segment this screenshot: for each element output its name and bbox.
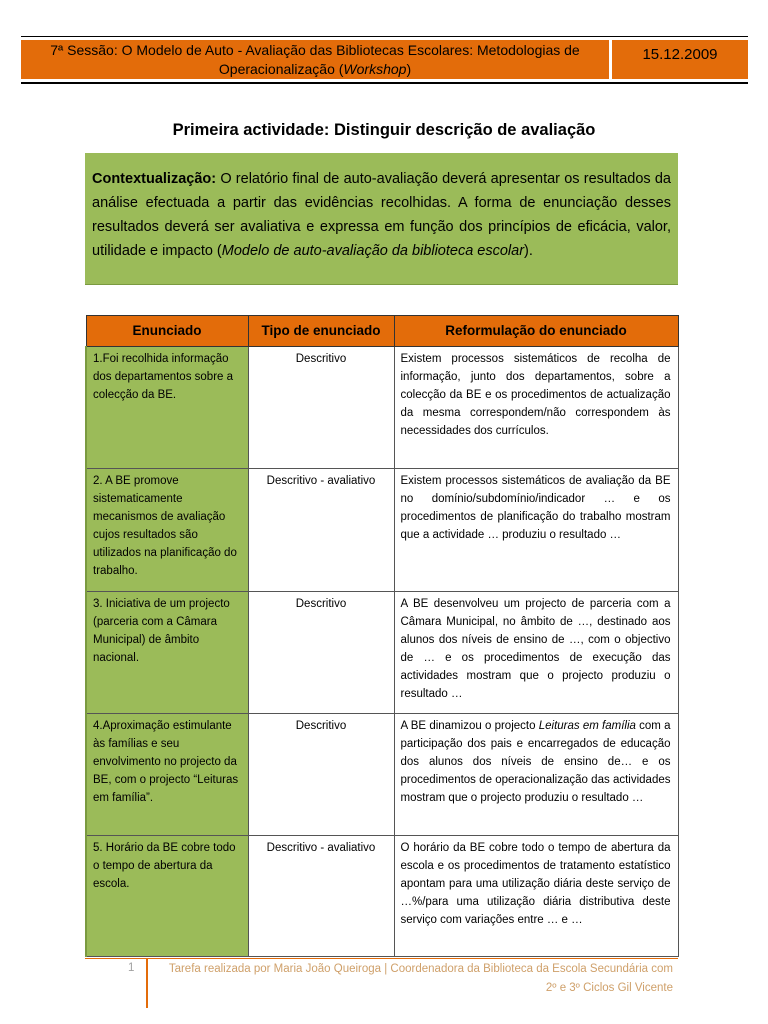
- context-text: O relatório final de auto-avaliação deverá apresentar os resultados da análise efectuada a partir das evidências recolhidas. A forma de enunciação desses resultados deverá ser avaliativa e expressa em função dos princípios de eficácia, valor, utilidade e impacto (: [92, 171, 671, 259]
- col-header-tipo: Tipo de enunciado: [248, 316, 394, 347]
- context-italic: Modelo de auto-avaliação da biblioteca escolar: [221, 243, 525, 259]
- session-title-part2: ): [406, 60, 412, 77]
- cell-tipo: Descritivo - avaliativo: [248, 469, 394, 592]
- session-title-workshop: Workshop: [343, 60, 407, 77]
- page-number: 1: [128, 962, 135, 974]
- cell-tipo: Descritivo - avaliativo: [248, 836, 394, 957]
- session-title-part1: 7ª Sessão: O Modelo de Auto - Avaliação das Bibliotecas Escolares: Metodologias de Operacionalização (: [50, 41, 580, 77]
- activity-title: Primeira actividade: Distinguir descrição de avaliação: [172, 121, 596, 139]
- table-row: [86, 836, 678, 957]
- activity-table: [85, 315, 679, 957]
- cell-reformulacao: A BE dinamizou o projecto Leituras em família com a participação dos pais e encarregados de educação dos alunos dos níveis de ensino de… e os procedimentos de operacionalização das actividades mostram que o projecto produziu o resultado …: [394, 714, 678, 836]
- table-row: [86, 347, 678, 469]
- cell-enunciado: 1.Foi recolhida informação dos departamentos sobre a colecção da BE.: [86, 347, 248, 469]
- footer-credit: Tarefa realizada por Maria João Queiroga | Coordenadora da Biblioteca da Escola Secundária com 2º e 3º Ciclos Gil Vicente: [168, 963, 673, 994]
- cell-reformulacao: O horário da BE cobre todo o tempo de abertura da escola e os procedimentos de tratamento estatístico apontam para uma utilização diária deste serviço de …%/para uma utilização diária distributiva deste serviço com variações entre … e …: [394, 836, 678, 957]
- cell-tipo: Descritivo: [248, 347, 394, 469]
- cell-reformulacao: A BE desenvolveu um projecto de parceria com a Câmara Municipal, no âmbito de …, destinado aos alunos dos níveis de ensino de …, com o objectivo de … e os procedimentos de execução das actividades mostram que o projecto produziu o resultado …: [394, 592, 678, 714]
- context-box: [85, 153, 678, 285]
- col-header-reformulacao: Reformulação do enunciado: [394, 316, 678, 347]
- cell-enunciado: 3. Iniciativa de um projecto (parceria com a Câmara Municipal) de âmbito nacional.: [86, 592, 248, 714]
- session-date: 15.12.2009: [612, 40, 748, 79]
- table-row: [86, 592, 678, 714]
- footer-vertical-divider: [146, 958, 148, 1008]
- cell-reformulacao: Existem processos sistemáticos de recolha de informação, junto dos departamentos, sobre a colecção da BE e os procedimentos de actualização da mesma correspondem/não correspondem às necessidades dos currículos.: [394, 347, 678, 469]
- context-label: Contextualização:: [92, 171, 217, 187]
- document-header: [21, 36, 748, 84]
- session-title: [21, 40, 609, 79]
- cell-tipo: Descritivo: [248, 592, 394, 714]
- table-row: [86, 714, 678, 836]
- table-row: [86, 469, 678, 592]
- cell-enunciado: 4.Aproximação estimulante às famílias e seu envolvimento no projecto da BE, com o projecto “Leituras em família”.: [86, 714, 248, 836]
- table-header-row: [86, 316, 678, 347]
- context-end: ).: [524, 243, 533, 259]
- cell-tipo: Descritivo: [248, 714, 394, 836]
- col-header-enunciado: Enunciado: [86, 316, 248, 347]
- cell-reformulacao: Existem processos sistemáticos de avaliação da BE no domínio/subdomínio/indicador … e os procedimentos de planificação do trabalho mostram que a actividade … produziu o resultado …: [394, 469, 678, 592]
- footer-divider: [85, 958, 678, 959]
- cell-enunciado: 2. A BE promove sistematicamente mecanismos de avaliação cujos resultados são utilizados na planificação do trabalho.: [86, 469, 248, 592]
- cell-enunciado: 5. Horário da BE cobre todo o tempo de abertura da escola.: [86, 836, 248, 957]
